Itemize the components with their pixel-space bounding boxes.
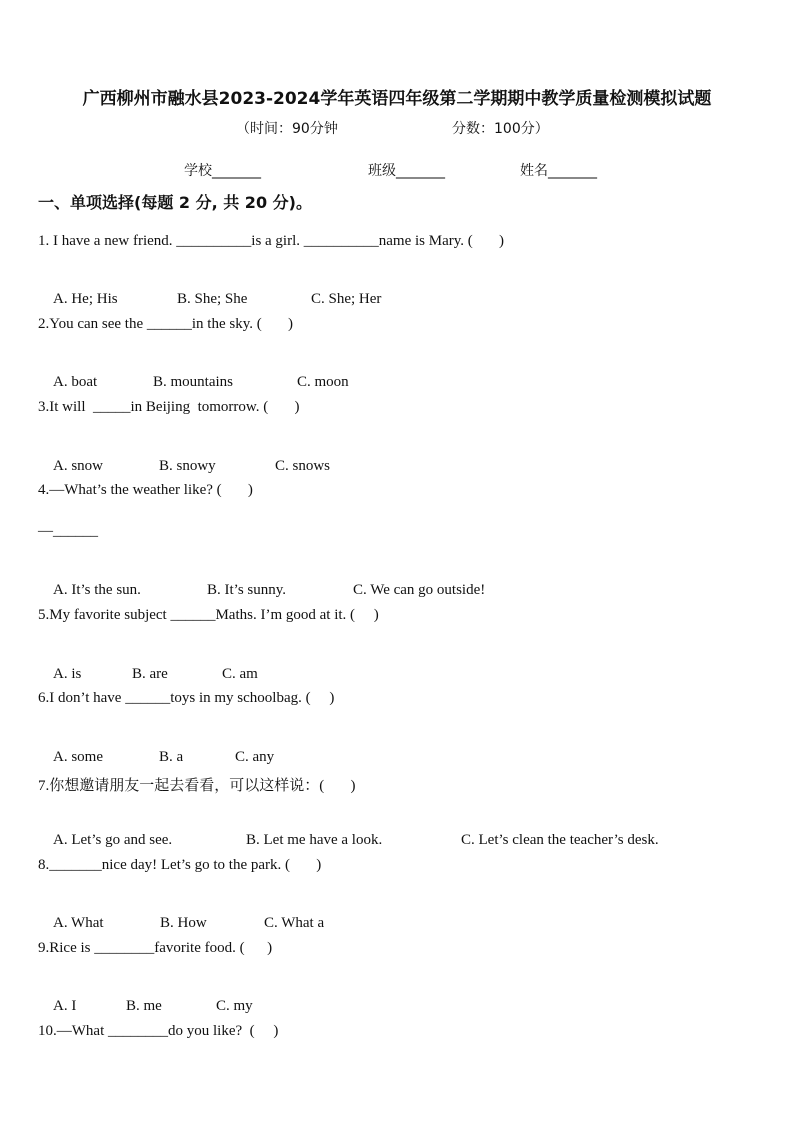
option: B. a	[159, 749, 184, 765]
option: B. me	[126, 998, 162, 1014]
exam-time: （时间：90分钟	[236, 121, 338, 137]
section-heading: 一、单项选择(每题 2 分, 共 20 分)。	[38, 193, 312, 212]
option: A. Let’s go and see.	[53, 832, 173, 848]
option: C. any	[235, 749, 275, 765]
question-8: 8._______nice day! Let’s go to the park. ( )	[38, 857, 322, 873]
exam-score: 分数：100分）	[452, 121, 549, 137]
exam-title: 广西柳州市融水县2023-2024学年英语四年级第二学期期中教学质量检测模拟试题	[82, 89, 712, 109]
question-6: 6.I don’t have ______toys in my schoolbag. ( )	[38, 690, 335, 706]
question-7: 7.你想邀请朋友一起去看看，可以这样说：( )	[38, 778, 356, 794]
question-4-answer-line: —______	[38, 523, 98, 539]
name-field: 姓名_______	[520, 163, 597, 179]
question-1: 1. I have a new friend. __________is a girl. __________name is Mary. ( )	[38, 233, 505, 249]
option: C. moon	[297, 374, 349, 390]
option: C. We can go outside!	[353, 582, 486, 598]
option: A. boat	[53, 374, 98, 390]
option: B. She; She	[177, 291, 248, 307]
option: B. are	[132, 666, 168, 682]
question-2: 2.You can see the ______in the sky. ( )	[38, 316, 293, 332]
option: B. snowy	[159, 458, 216, 474]
option: A. is	[53, 666, 82, 682]
class-field: 班级_______	[368, 163, 445, 179]
option: B. It’s sunny.	[207, 582, 287, 598]
option: C. She; Her	[311, 291, 382, 307]
option: C. am	[222, 666, 258, 682]
option: C. What a	[264, 915, 325, 931]
question-3: 3.It will _____in Beijing tomorrow. ( )	[38, 399, 300, 415]
question-9: 9.Rice is ________favorite food. ( )	[38, 940, 273, 956]
option: B. mountains	[153, 374, 234, 390]
school-field: 学校_______	[184, 163, 261, 179]
option: A. It’s the sun.	[53, 582, 141, 598]
question-5: 5.My favorite subject ______Maths. I’m good at it. ( )	[38, 607, 379, 623]
option: A. What	[53, 915, 104, 931]
option: C. my	[216, 998, 253, 1014]
option: C. snows	[275, 458, 331, 474]
question-10: 10.—What ________do you like? ( )	[38, 1023, 279, 1039]
option: C. Let’s clean the teacher’s desk.	[461, 832, 659, 848]
option: A. I	[53, 998, 77, 1014]
option: B. Let me have a look.	[246, 832, 383, 848]
question-4: 4.—What’s the weather like? ( )	[38, 482, 253, 498]
option: A. some	[53, 749, 103, 765]
option: B. How	[160, 915, 207, 931]
option: A. He; His	[53, 291, 118, 307]
option: A. snow	[53, 458, 104, 474]
